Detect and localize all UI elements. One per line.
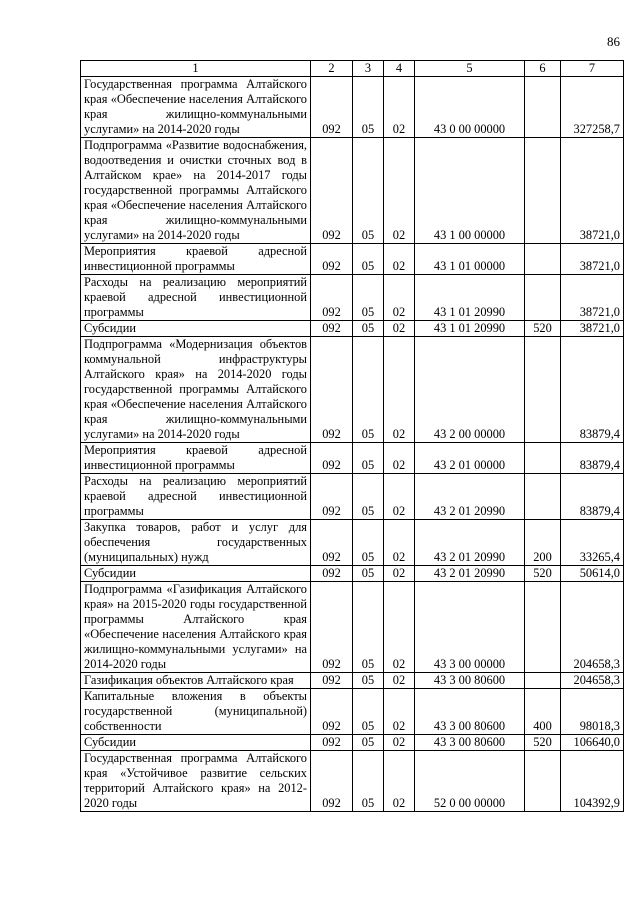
ministry-code-cell: 092 xyxy=(311,520,353,566)
target-code-cell: 43 2 01 20990 xyxy=(415,566,525,582)
subsection-code-cell: 02 xyxy=(384,582,415,673)
target-code-cell: 43 1 01 20990 xyxy=(415,275,525,321)
table-body xyxy=(81,77,624,812)
ministry-code-cell: 092 xyxy=(311,275,353,321)
table-row xyxy=(81,321,624,337)
section-code-cell: 05 xyxy=(353,735,384,751)
section-code-cell: 05 xyxy=(353,673,384,689)
row-name-cell: Закупка товаров, работ и услуг для обеспечения государственных (муниципальных) нужд xyxy=(81,520,311,566)
header-row xyxy=(81,61,624,77)
row-name-cell: Государственная программа Алтайского края «Обеспечение населения Алтайского края жилищно-коммунальными услугами» на 2014-2020 годы xyxy=(81,77,311,138)
ministry-code-cell: 092 xyxy=(311,566,353,582)
amount-cell: 38721,0 xyxy=(561,321,624,337)
amount-cell: 83879,4 xyxy=(561,474,624,520)
table-row xyxy=(81,566,624,582)
ministry-code-cell: 092 xyxy=(311,321,353,337)
expense-type-cell xyxy=(525,443,561,474)
subsection-code-cell: 02 xyxy=(384,474,415,520)
row-name-cell: Субсидии xyxy=(81,321,311,337)
target-code-cell: 43 1 00 00000 xyxy=(415,138,525,244)
section-code-cell: 05 xyxy=(353,244,384,275)
section-code-cell: 05 xyxy=(353,520,384,566)
subsection-code-cell: 02 xyxy=(384,275,415,321)
header-cell-5: 5 xyxy=(415,61,525,77)
amount-cell: 50614,0 xyxy=(561,566,624,582)
row-name-cell: Расходы на реализацию мероприятий краевой адресной инвестиционной программы xyxy=(81,275,311,321)
table-row xyxy=(81,520,624,566)
table-row xyxy=(81,244,624,275)
amount-cell: 33265,4 xyxy=(561,520,624,566)
header-cell-3: 3 xyxy=(353,61,384,77)
row-name-cell: Подпрограмма «Развитие водоснабжения, водоотведения и очистки сточных вод в Алтайском крае» на 2014-2017 годы государственной программы Алтайского края «Обеспечение населения Алтайского края жилищно-коммунальными услугами» на 2014-2020 годы xyxy=(81,138,311,244)
ministry-code-cell: 092 xyxy=(311,673,353,689)
expense-type-cell xyxy=(525,582,561,673)
table-row xyxy=(81,689,624,735)
target-code-cell: 43 2 01 20990 xyxy=(415,474,525,520)
section-code-cell: 05 xyxy=(353,321,384,337)
amount-cell: 38721,0 xyxy=(561,244,624,275)
row-name-cell: Капитальные вложения в объекты государственной (муниципальной) собственности xyxy=(81,689,311,735)
amount-cell: 98018,3 xyxy=(561,689,624,735)
subsection-code-cell: 02 xyxy=(384,244,415,275)
expense-type-cell xyxy=(525,337,561,443)
table-row xyxy=(81,673,624,689)
target-code-cell: 43 3 00 00000 xyxy=(415,582,525,673)
table-row xyxy=(81,77,624,138)
expense-type-cell: 400 xyxy=(525,689,561,735)
header-cell-2: 2 xyxy=(311,61,353,77)
expense-type-cell: 520 xyxy=(525,321,561,337)
target-code-cell: 43 2 00 00000 xyxy=(415,337,525,443)
table-row xyxy=(81,275,624,321)
amount-cell: 204658,3 xyxy=(561,582,624,673)
target-code-cell: 43 0 00 00000 xyxy=(415,77,525,138)
section-code-cell: 05 xyxy=(353,751,384,812)
subsection-code-cell: 02 xyxy=(384,337,415,443)
ministry-code-cell: 092 xyxy=(311,337,353,443)
section-code-cell: 05 xyxy=(353,474,384,520)
amount-cell: 83879,4 xyxy=(561,337,624,443)
amount-cell: 83879,4 xyxy=(561,443,624,474)
row-name-cell: Субсидии xyxy=(81,735,311,751)
ministry-code-cell: 092 xyxy=(311,77,353,138)
table-row xyxy=(81,582,624,673)
expense-type-cell xyxy=(525,474,561,520)
subsection-code-cell: 02 xyxy=(384,689,415,735)
target-code-cell: 43 3 00 80600 xyxy=(415,689,525,735)
row-name-cell: Субсидии xyxy=(81,566,311,582)
amount-cell: 38721,0 xyxy=(561,138,624,244)
subsection-code-cell: 02 xyxy=(384,77,415,138)
expense-type-cell: 520 xyxy=(525,735,561,751)
subsection-code-cell: 02 xyxy=(384,443,415,474)
table-row xyxy=(81,337,624,443)
ministry-code-cell: 092 xyxy=(311,443,353,474)
section-code-cell: 05 xyxy=(353,77,384,138)
subsection-code-cell: 02 xyxy=(384,520,415,566)
section-code-cell: 05 xyxy=(353,582,384,673)
header-cell-1: 1 xyxy=(81,61,311,77)
section-code-cell: 05 xyxy=(353,443,384,474)
target-code-cell: 43 1 01 20990 xyxy=(415,321,525,337)
amount-cell: 106640,0 xyxy=(561,735,624,751)
subsection-code-cell: 02 xyxy=(384,566,415,582)
header-cell-4: 4 xyxy=(384,61,415,77)
target-code-cell: 52 0 00 00000 xyxy=(415,751,525,812)
expense-type-cell xyxy=(525,673,561,689)
section-code-cell: 05 xyxy=(353,566,384,582)
table-row xyxy=(81,751,624,812)
table-row xyxy=(81,474,624,520)
budget-table xyxy=(80,60,624,812)
section-code-cell: 05 xyxy=(353,138,384,244)
subsection-code-cell: 02 xyxy=(384,673,415,689)
ministry-code-cell: 092 xyxy=(311,582,353,673)
section-code-cell: 05 xyxy=(353,275,384,321)
header-cell-6: 6 xyxy=(525,61,561,77)
table-row xyxy=(81,735,624,751)
expense-type-cell xyxy=(525,751,561,812)
ministry-code-cell: 092 xyxy=(311,138,353,244)
amount-cell: 104392,9 xyxy=(561,751,624,812)
subsection-code-cell: 02 xyxy=(384,321,415,337)
ministry-code-cell: 092 xyxy=(311,751,353,812)
target-code-cell: 43 2 01 00000 xyxy=(415,443,525,474)
header-cell-7: 7 xyxy=(561,61,624,77)
expense-type-cell: 520 xyxy=(525,566,561,582)
expense-type-cell xyxy=(525,138,561,244)
ministry-code-cell: 092 xyxy=(311,735,353,751)
subsection-code-cell: 02 xyxy=(384,735,415,751)
subsection-code-cell: 02 xyxy=(384,751,415,812)
row-name-cell: Государственная программа Алтайского края «Устойчивое развитие сельских территорий Алтайского края» на 2012-2020 годы xyxy=(81,751,311,812)
row-name-cell: Подпрограмма «Газификация Алтайского края» на 2015-2020 годы государственной программы Алтайского края «Обеспечение населения Алтайского края жилищно-коммунальными услугами» на 2014-2020 годы xyxy=(81,582,311,673)
target-code-cell: 43 3 00 80600 xyxy=(415,673,525,689)
subsection-code-cell: 02 xyxy=(384,138,415,244)
ministry-code-cell: 092 xyxy=(311,244,353,275)
table-row xyxy=(81,443,624,474)
amount-cell: 327258,7 xyxy=(561,77,624,138)
amount-cell: 38721,0 xyxy=(561,275,624,321)
section-code-cell: 05 xyxy=(353,689,384,735)
expense-type-cell: 200 xyxy=(525,520,561,566)
row-name-cell: Мероприятия краевой адресной инвестиционной программы xyxy=(81,244,311,275)
row-name-cell: Газификация объектов Алтайского края xyxy=(81,673,311,689)
amount-cell: 204658,3 xyxy=(561,673,624,689)
expense-type-cell xyxy=(525,275,561,321)
expense-type-cell xyxy=(525,244,561,275)
ministry-code-cell: 092 xyxy=(311,689,353,735)
row-name-cell: Подпрограмма «Модернизация объектов коммунальной инфраструктуры Алтайского края» на 2014-2020 годы государственной программы Алтайского края «Обеспечение населения Алтайского края жилищно-коммунальными услугами» на 2014-2020 годы xyxy=(81,337,311,443)
target-code-cell: 43 1 01 00000 xyxy=(415,244,525,275)
ministry-code-cell: 092 xyxy=(311,474,353,520)
table-header xyxy=(81,61,624,77)
table-row xyxy=(81,138,624,244)
row-name-cell: Мероприятия краевой адресной инвестиционной программы xyxy=(81,443,311,474)
target-code-cell: 43 2 01 20990 xyxy=(415,520,525,566)
target-code-cell: 43 3 00 80600 xyxy=(415,735,525,751)
page-number: 86 xyxy=(607,34,620,49)
section-code-cell: 05 xyxy=(353,337,384,443)
row-name-cell: Расходы на реализацию мероприятий краевой адресной инвестиционной программы xyxy=(81,474,311,520)
expense-type-cell xyxy=(525,77,561,138)
